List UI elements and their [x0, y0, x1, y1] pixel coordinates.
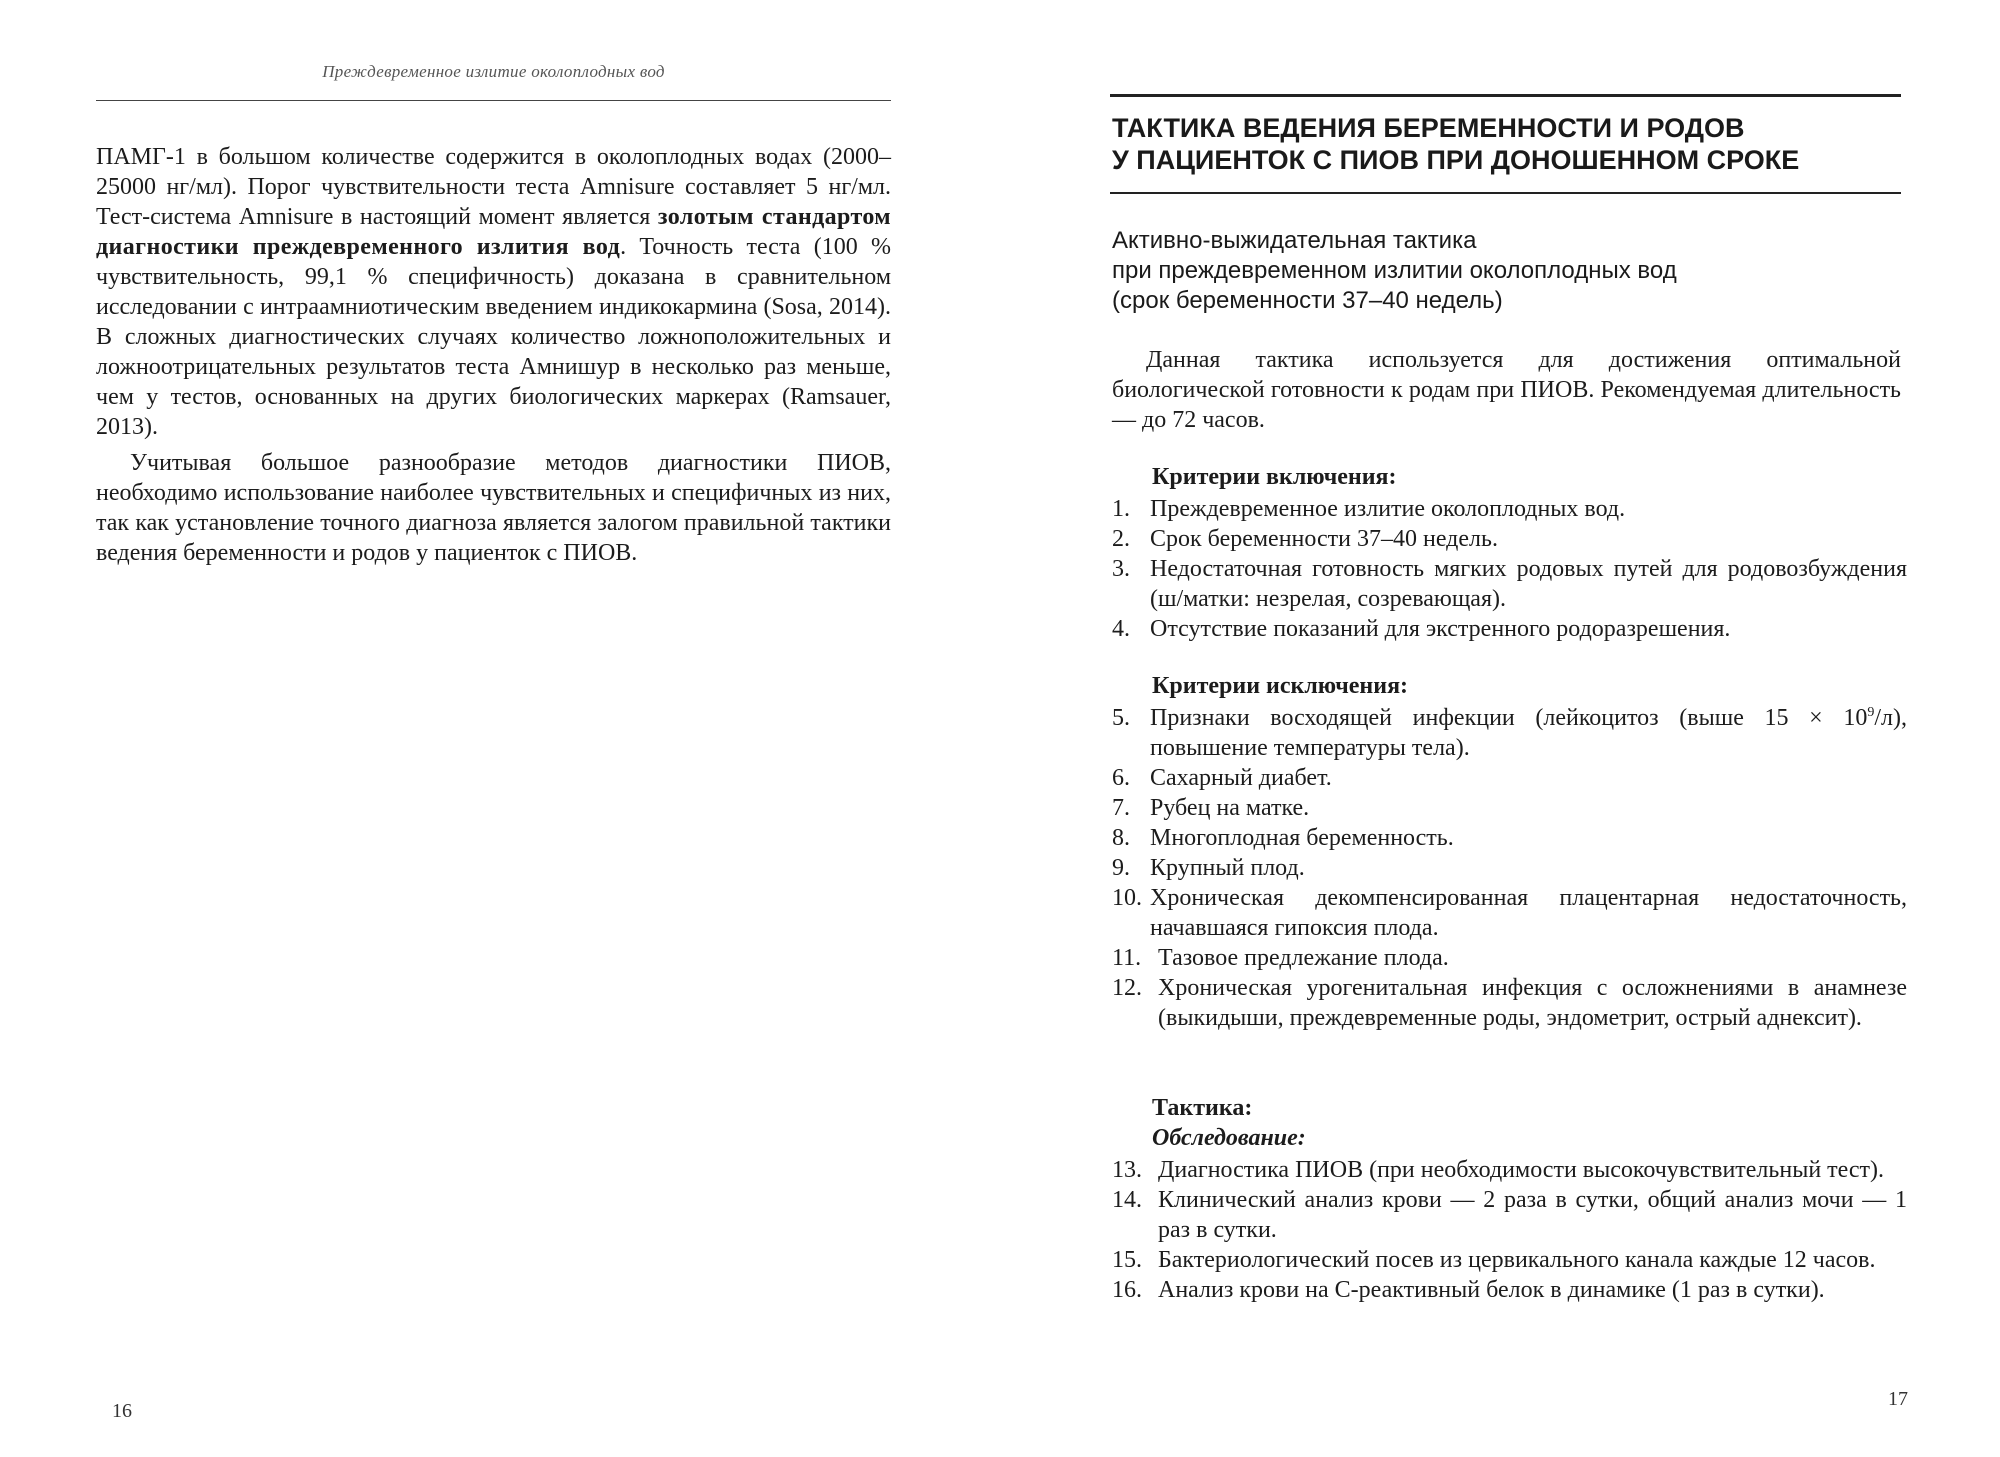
list-item-text: Анализ крови на С-реактивный белок в динамике (1 раз в сутки).	[1158, 1277, 1825, 1303]
running-head: Преждевременное излитие околоплодных вод	[322, 62, 665, 81]
list-item-number: 12.	[1112, 975, 1142, 1001]
list-item-text: Хроническая декомпенсированная плацентарная недостаточность, начавшаяся гипоксия плода.	[1150, 885, 1907, 941]
list-item-number: 8.	[1112, 825, 1130, 851]
list-item	[1112, 763, 1907, 793]
list-item-text	[1150, 703, 1907, 763]
examination-label: Обследование:	[1152, 1125, 1306, 1151]
list-item-number: 14.	[1112, 1187, 1142, 1213]
paragraph-2: Учитывая большое разнообразие методов диагностики ПИОВ, необходимо использование наиболее чувствительных и специфичных из них, так как установление точного диагноза является залогом правильной тактики ведения беременности и родов у пациенток с ПИОВ.	[96, 450, 891, 566]
list-item-text: Бактериологический посев из цервикального канала каждые 12 часов.	[1158, 1247, 1876, 1273]
list-item-number: 7.	[1112, 795, 1130, 821]
list-item-text: Клинический анализ крови — 2 раза в сутки, общий анализ мочи — 1 раз в сутки.	[1158, 1187, 1907, 1243]
list-item-number: 4.	[1112, 616, 1130, 642]
list-item-number: 6.	[1112, 765, 1130, 791]
subheading-line-2: при преждевременном излитии околоплодных вод	[1112, 257, 1677, 284]
list-item-number: 9.	[1112, 855, 1130, 881]
page-number-right: 17	[1888, 1388, 1908, 1410]
inclusion-list	[1112, 494, 1907, 644]
list-item	[1112, 823, 1907, 853]
list-item-number: 5.	[1112, 705, 1130, 731]
list-item-text: Крупный плод.	[1150, 855, 1305, 881]
page-number-left: 16	[112, 1400, 132, 1422]
heading-rule-top	[1110, 94, 1901, 97]
list-item-number: 11.	[1112, 945, 1142, 971]
list-item-text: Многоплодная беременность.	[1150, 825, 1454, 851]
section-heading	[1112, 112, 1912, 176]
section-heading-line-1: ТАКТИКА ВЕДЕНИЯ БЕРЕМЕННОСТИ И РОДОВ	[1112, 113, 1745, 143]
list-item-text: Недостаточная готовность мягких родовых путей для родовозбуждения (ш/матки: незрелая, созревающая).	[1150, 556, 1907, 612]
list-item-text: Отсутствие показаний для экстренного родоразрешения.	[1150, 616, 1731, 642]
exclusion-list	[1112, 703, 1907, 1033]
paragraph-1-bold: золотым стандартом диагностики преждевременного излития вод	[96, 204, 892, 260]
list-item	[1112, 554, 1907, 614]
list-item-number: 13.	[1112, 1157, 1142, 1183]
subheading-line-3: (срок беременности 37–40 недель)	[1112, 287, 1503, 314]
list-item-text: Хроническая урогенитальная инфекция с осложнениями в анамнезе (выкидыши, преждевременные роды, эндометрит, острый аднексит).	[1158, 975, 1907, 1031]
list-item-number: 10.	[1112, 885, 1142, 911]
heading-rule-bottom	[1110, 192, 1901, 194]
list-item	[1112, 1185, 1907, 1245]
list-item-text-part-b: /л), повышение температуры тела).	[1150, 705, 1907, 761]
list-item-text: Сахарный диабет.	[1150, 765, 1332, 791]
list-item-text: Срок беременности 37–40 недель.	[1150, 526, 1498, 552]
list-item-text: Преждевременное излитие околоплодных вод.	[1150, 496, 1626, 522]
inclusion-criteria-label: Критерии включения:	[1152, 464, 1397, 490]
list-item	[1112, 883, 1907, 943]
list-item	[1112, 524, 1907, 554]
list-item-number: 2.	[1112, 526, 1130, 552]
list-item	[1112, 1155, 1907, 1185]
list-item-text: Рубец на матке.	[1150, 795, 1310, 821]
list-item-number: 15.	[1112, 1247, 1142, 1273]
paragraph-1-part-b: . Точность теста (100 % чувствительность, 99,1 % специфичность) доказана в сравнительном исследовании с интраамниотическим введением индикокармина (Sosa, 2014). В сложных диагностических случаях количество ложноположительных и ложноотрицательных результатов теста Амнишур в несколько раз меньше, чем у тестов, основанных на других биологических маркерах (Ramsauer, 2013).	[96, 234, 891, 440]
paragraph-1-part-a: ПАМГ-1 в большом количестве содержится в околоплодных водах (2000–25000 нг/мл). Порог чувствительности теста Amnisure составляет 5 нг/мл. Тест-система Amnisure в настоящий момент является	[96, 144, 891, 230]
intro-paragraph: Данная тактика используется для достижения оптимальной биологической готовности к родам при ПИОВ. Рекомендуемая длительность — до 72 часов.	[1112, 347, 1901, 433]
list-item	[1112, 853, 1907, 883]
section-heading-line-2: У ПАЦИЕНТОК С ПИОВ ПРИ ДОНОШЕННОМ СРОКЕ	[1112, 145, 1800, 175]
list-item	[1112, 494, 1907, 524]
list-item-text: Диагностика ПИОВ (при необходимости высокочувствительный тест).	[1158, 1157, 1885, 1183]
list-item	[1112, 1245, 1907, 1275]
list-item-number: 1.	[1112, 496, 1130, 522]
subheading-line-1: Активно-выжидательная тактика	[1112, 227, 1477, 254]
list-item	[1112, 703, 1907, 763]
list-item	[1112, 793, 1907, 823]
running-head-rule	[96, 100, 891, 101]
list-item	[1112, 1275, 1907, 1305]
list-item	[1112, 973, 1907, 1033]
list-item	[1112, 614, 1907, 644]
examination-list	[1112, 1155, 1907, 1305]
tactics-label: Тактика:	[1152, 1095, 1253, 1121]
superscript-exponent: 9	[1867, 705, 1875, 720]
list-item-text-part-a: Признаки восходящей инфекции (лейкоцитоз (выше 15 × 10	[1150, 705, 1868, 731]
subheading	[1112, 226, 1892, 316]
left-body-text	[96, 142, 891, 574]
list-item	[1112, 943, 1907, 973]
list-item-text: Тазовое предлежание плода.	[1158, 945, 1449, 971]
paragraph-1	[96, 142, 891, 442]
list-item-number: 3.	[1112, 556, 1130, 582]
exclusion-criteria-label: Критерии исключения:	[1152, 673, 1409, 699]
list-item-number: 16.	[1112, 1277, 1142, 1303]
